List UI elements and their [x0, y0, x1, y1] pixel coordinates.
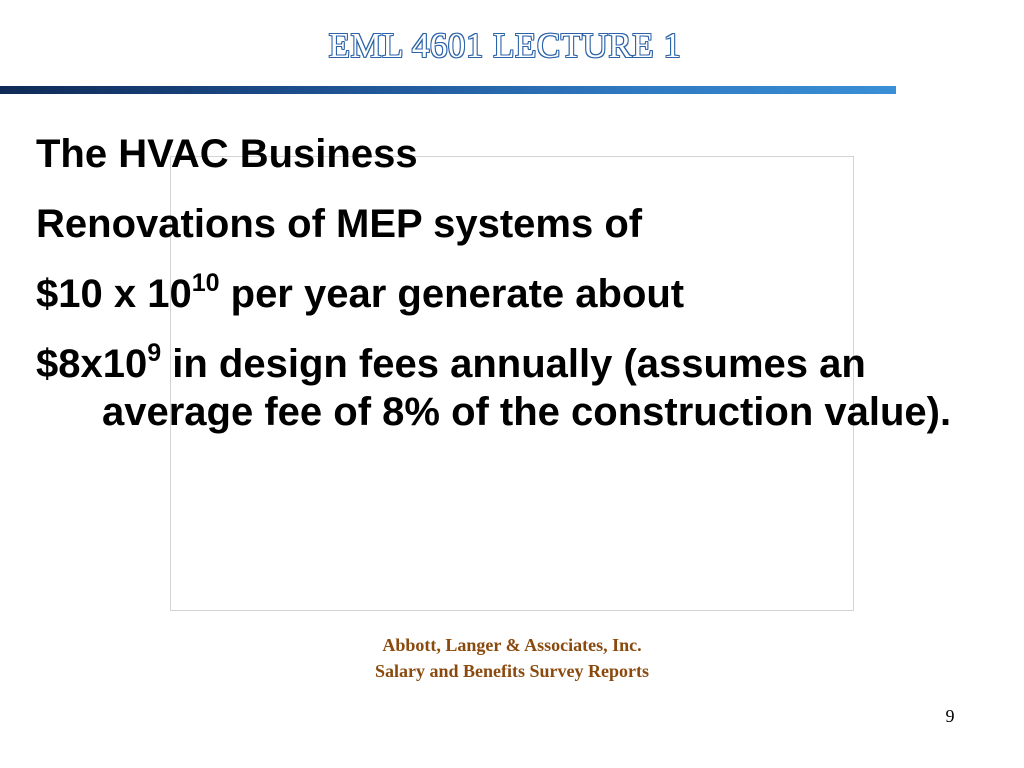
page-number: 9	[945, 706, 955, 726]
body-line-2-rest: per year generate about	[219, 272, 685, 316]
body-line-3	[36, 340, 996, 436]
body-line-1-text: Renovations of MEP systems of	[36, 202, 643, 246]
body-line-3-rest: in design fees annually (assumes an average fee of 8% of the construction value).	[102, 342, 952, 434]
body-line-2-exponent: 10	[191, 269, 220, 297]
body-line-3-base: $8x10	[36, 342, 148, 386]
heading-line	[36, 130, 996, 178]
source-line-2: Salary and Benefits Survey Reports	[375, 661, 649, 681]
source-citation	[0, 632, 1024, 684]
body-line-1	[36, 200, 996, 248]
heading-text: The HVAC Business	[36, 132, 418, 176]
source-line-1: Abbott, Langer & Associates, Inc.	[382, 635, 642, 655]
body-line-2	[36, 270, 996, 318]
slide-body	[36, 130, 996, 436]
body-line-3-exponent: 9	[147, 339, 162, 367]
slide-title: EML 4601 LECTURE 1	[328, 26, 682, 65]
body-line-2-base: $10 x 10	[36, 272, 192, 316]
title-underline-bar	[0, 86, 896, 94]
